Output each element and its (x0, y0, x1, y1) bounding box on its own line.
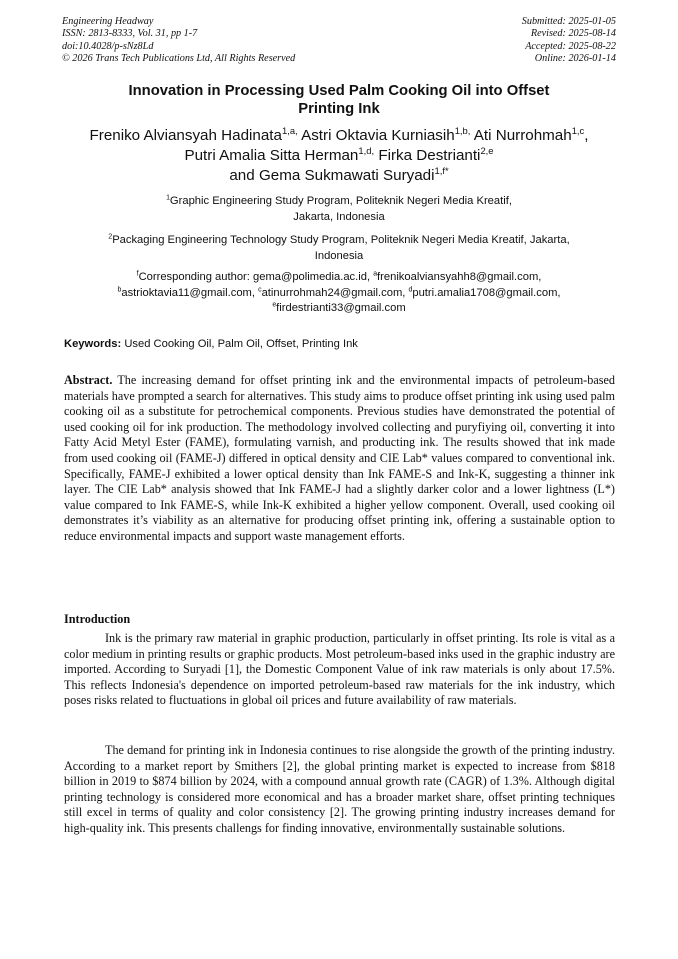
abstract (64, 373, 615, 545)
dates-info (522, 16, 616, 66)
corr-sup: d (408, 285, 413, 293)
author-sup: 1,c (571, 124, 585, 136)
affiliation-text: Packaging Engineering Technology Study Program, Politeknik Negeri Media Kreatif, Jakarta, (112, 234, 570, 246)
correspondence-line-3 (62, 301, 616, 317)
affiliation-text: Graphic Engineering Study Program, Politeknik Negeri Media Kreatif, (169, 195, 512, 207)
author-name: Freniko Alviansyah Hadinata (89, 127, 282, 144)
corr-sup: a (373, 270, 378, 278)
affiliation-sup: 1 (166, 194, 170, 202)
affiliation-1 (62, 193, 616, 225)
author-and: and (229, 167, 255, 184)
affiliation-line (62, 193, 616, 209)
author-list (50, 126, 628, 186)
author-sup: 1,f* (434, 164, 449, 176)
issn: ISSN: 2813-8333, Vol. 31, pp 1-7 (62, 28, 198, 40)
email-a[interactable]: frenikoalviansyahh8@gmail.com, (377, 271, 542, 283)
introduction-paragraph-1: Ink is the primary raw material in graphic production, particularly in offset printing. Its role is vital as a color medium in printing results or graphic products. Most petroleum-based inks used in the graphic industry are imported. According to Suryadi [1], the Domestic Component Value of ink raw materials is only about 17.5%. This reflects Indonesia's dependence on imported petroleum-based raw materials for the ink industry, which poses risks related to fluctuations in global oil prices and future availability of raw materials. (64, 631, 615, 708)
author-name: Firka Destrianti (378, 147, 481, 164)
corr-sup: e (272, 301, 277, 309)
corr-sup: f (136, 270, 139, 278)
author-sup: 1,d, (358, 144, 375, 156)
keywords (64, 337, 616, 352)
doi: doi:10.4028/p-sNz8Ld (62, 40, 154, 52)
corr-sup: c (258, 285, 262, 293)
online-date: Online: 2026-01-14 (534, 53, 616, 65)
author-line-3 (50, 166, 628, 186)
keywords-text: Used Cooking Oil, Palm Oil, Offset, Printing Ink (124, 338, 358, 350)
copyright: © 2026 Trans Tech Publications Ltd, All Rights Reserved (62, 53, 296, 65)
email-c[interactable]: atinurrohmah24@gmail.com, (261, 286, 406, 299)
abstract-text: The increasing demand for offset printing ink and the environmental impacts of petroleum-based materials have prompted a search for alternatives. This study aims to produce offset printing ink using used palm cooking oil as a substitute for petrochemical components. Previous studies have demonstrated the potential of used cooking oil for ink production. The methodology involved collecting and puryfiying oil, converting it into Fatty Acid Metyl Ester (FAME), formulating varnish, and producting ink. The results showed that ink made from used cooking oil (FAME-J) differed in optical density and CIE Lab* values compared to conventional ink. Specifically, FAME-J exhibited a lower optical density than Ink FAME-S and Ink-K, suggesting a thinner ink layer. The CIE Lab* analysis showed that Ink FAME-J had a slightly darker color and a lower lightness (L*) value compared to Ink FAME-S, while Ink-K exhibited a higher yellow component. Overall, used cooking oil demonstrates it’s viability as an alternative for producing offset printing ink, offering a sustainable option to reduce environmental impacts and support waste management efforts. (64, 373, 615, 543)
submitted-date: Submitted: 2025-01-05 (521, 16, 616, 27)
email-b[interactable]: astrioktavia11@gmail.com, (121, 286, 255, 299)
author-name: Astri Oktavia Kurniasih (301, 127, 455, 144)
corr-sup: b (117, 285, 122, 293)
author-name: Gema Sukmawati Suryadi (258, 167, 435, 184)
accepted-date: Accepted: 2025-08-22 (525, 40, 616, 52)
affiliation-sup: 2 (108, 233, 113, 241)
author-name: Putri Amalia Sitta Herman (184, 147, 359, 164)
revised-date: Revised: 2025-08-14 (530, 28, 616, 40)
title-line-2: Printing Ink (298, 101, 380, 117)
correspondence-line-1 (62, 270, 616, 286)
correspondence-block (62, 270, 616, 317)
affiliation-2 (62, 232, 616, 264)
email-e[interactable]: firdestrianti33@gmail.com (276, 302, 406, 314)
corresponding-author[interactable]: Corresponding author: gema@polimedia.ac.id, (138, 271, 371, 283)
title-line-1: Innovation in Processing Used Palm Cooking Oil into Offset (128, 83, 550, 99)
keywords-label: Keywords: (64, 338, 122, 350)
author-line-2 (50, 146, 628, 166)
abstract-label: Abstract. (64, 373, 113, 387)
paper-title (62, 82, 616, 118)
author-sup: 1,a, (281, 124, 298, 136)
author-line-1 (50, 126, 628, 146)
author-sup: 1,b, (454, 124, 471, 136)
author-name: Ati Nurrohmah (473, 127, 572, 144)
author-sup: 2,e (480, 144, 494, 156)
affiliation-text: Jakarta, Indonesia (293, 211, 385, 223)
correspondence-line-2 (62, 286, 616, 302)
section-heading-introduction: Introduction (64, 612, 131, 626)
email-d[interactable]: putri.amalia1708@gmail.com, (412, 286, 561, 299)
journal-info (62, 16, 295, 66)
introduction-paragraph-2: The demand for printing ink in Indonesia continues to rise alongside the growth of the printing industry. According to a market report by Smithers [2], the global printing market is expected to increase from $818 billion in 2019 to $874 billion by 2024, with a compound annual growth rate (CAGR) of 1.3%. Although digital printing technology is considered more economical and has a broader market share, offset printing techniques still excel in terms of quality and color consistency [2]. The growing printing industry increases demand for high-quality ink. This presents challengs for finding innovative, environmentally sustainable solutions. (64, 743, 615, 835)
author-separator: , (584, 127, 589, 144)
journal-name: Engineering Headway (62, 16, 154, 27)
affiliation-line (62, 232, 616, 248)
affiliation-text: Indonesia (314, 250, 364, 262)
